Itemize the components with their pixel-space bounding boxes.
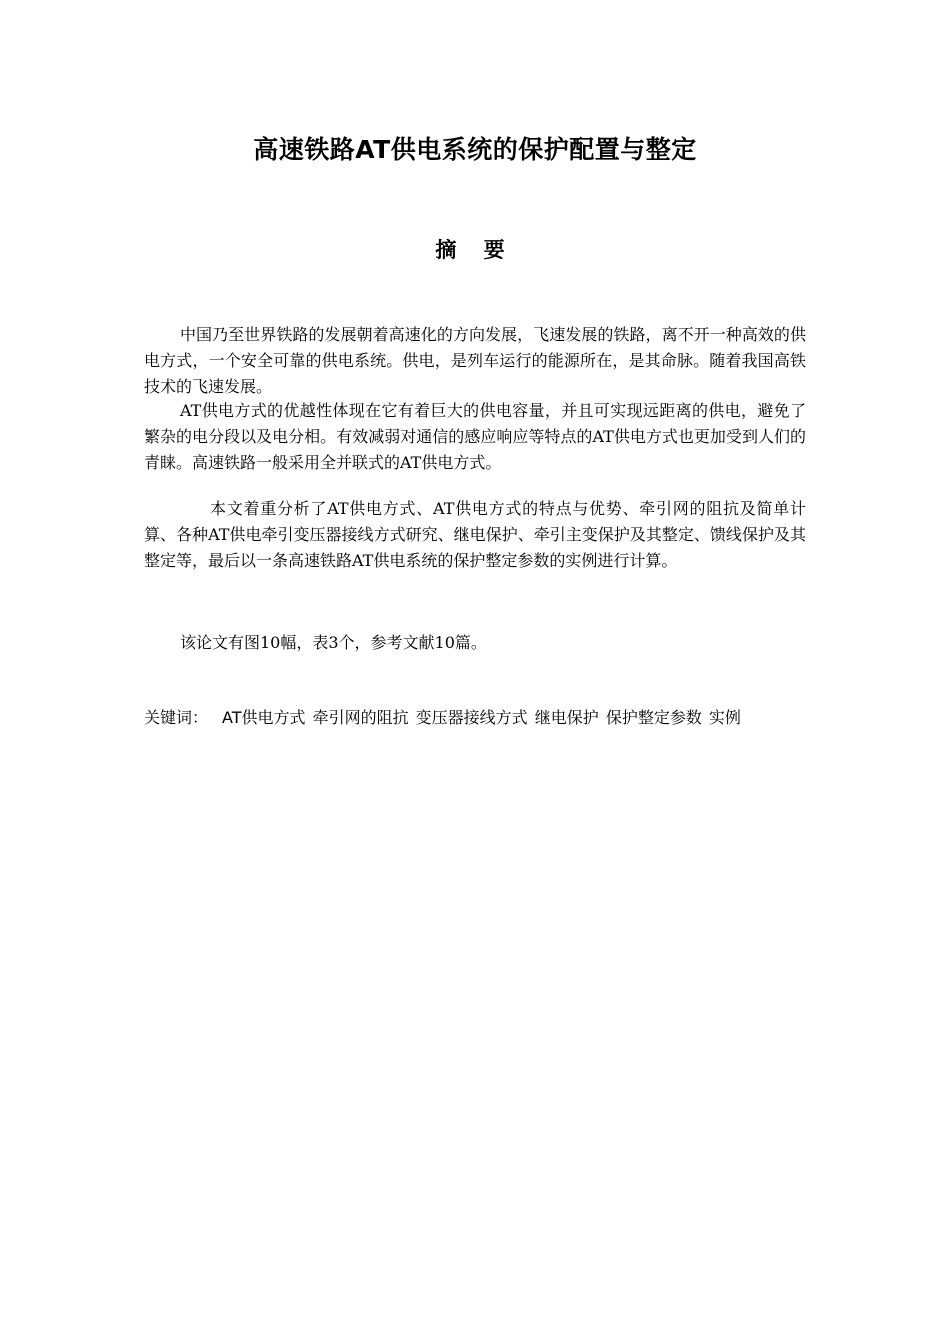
keywords-list: AT供电方式 牵引网的阻抗 变压器接线方式 继电保护 保护整定参数 实例 bbox=[222, 708, 741, 727]
abstract-paragraph-stats: 该论文有图10幅，表3个，参考文献10篇。 bbox=[180, 633, 487, 652]
abstract-paragraph-3: 本文着重分析了AT供电方式、AT供电方式的特点与优势、牵引网的阻抗及简单计算、各种AT供电牵引变压器接线方式研究、继电保护、牵引主变保护及其整定、馈线保护及其整定等，最后以一条高速铁路AT供电系统的保护整定参数的实例进行计算。 bbox=[144, 499, 806, 570]
keywords-label: 关键词： bbox=[144, 708, 209, 727]
document-title: 高速铁路AT供电系统的保护配置与整定 bbox=[253, 135, 697, 164]
abstract-heading: 摘 要 bbox=[435, 238, 515, 262]
abstract-paragraph-1: 中国乃至世界铁路的发展朝着高速化的方向发展，飞速发展的铁路，离不开一种高效的供电方式，一个安全可靠的供电系统。供电，是列车运行的能源所在，是其命脉。随着我国高铁技术的飞速发展。 bbox=[144, 325, 806, 396]
abstract-paragraph-2: AT供电方式的优越性体现在它有着巨大的供电容量，并且可实现远距离的供电，避免了繁杂的电分段以及电分相。有效减弱对通信的感应响应等特点的AT供电方式也更加受到人们的青睐。高速铁路一般采用全并联式的AT供电方式。 bbox=[144, 401, 806, 472]
keywords-section bbox=[144, 705, 808, 731]
